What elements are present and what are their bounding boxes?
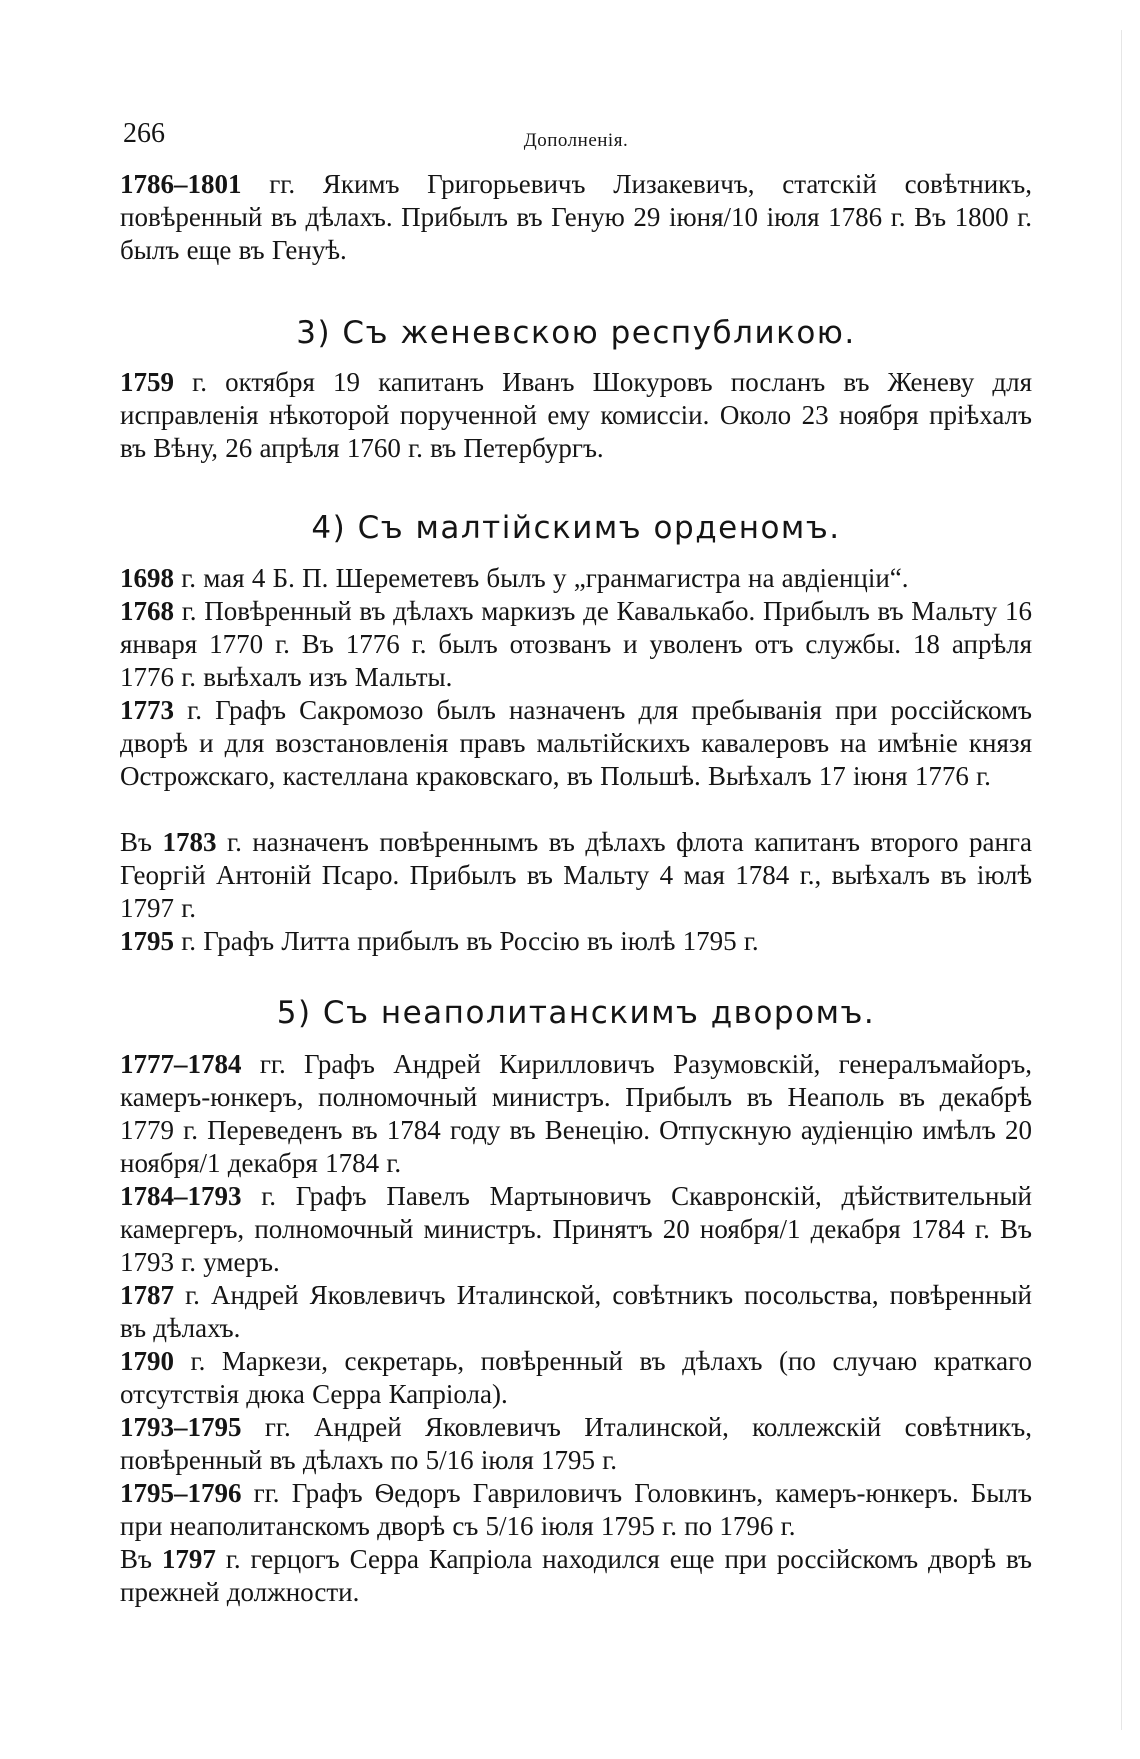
entry-1759 [120, 366, 1032, 465]
entry-years: 1784–1793 [120, 1181, 242, 1211]
page-body [120, 0, 1032, 1759]
entry-1787 [120, 1279, 1032, 1345]
entry-text: г. Маркези, секретарь, повѣренный въ дѣлахъ (по случаю краткаго отсутствія дюка Серра Капріола). [120, 1346, 1032, 1409]
entry-years: 1795 [120, 926, 174, 956]
entry-1784 [120, 1180, 1032, 1279]
entry-text: г. октября 19 капитанъ Иванъ Шокуровъ посланъ въ Женеву для исправленія нѣкоторой порученной ему комиссіи. Около 23 ноября пріѣхалъ въ Вѣну, 26 апрѣля 1760 г. въ Петербургъ. [120, 367, 1032, 463]
entry-prefix: Въ [120, 1544, 162, 1574]
page-number: 266 [123, 118, 165, 149]
entry-years: 1790 [120, 1346, 174, 1376]
entry-text: гг. Якимъ Григорьевичъ Лизакевичъ, статскій совѣтникъ, повѣренный въ дѣлахъ. Прибылъ въ Геную 29 іюня/10 іюля 1786 г. Въ 1800 г. былъ еще въ Генуѣ. [120, 169, 1032, 265]
entry-1783 [120, 826, 1032, 925]
page-edge-line [1121, 30, 1122, 1730]
section-heading-geneva: 3) Съ женевскою республикою. [296, 315, 856, 351]
running-title: Дополненія. [523, 130, 629, 151]
entry-years: 1786–1801 [120, 169, 242, 199]
section-heading-malta: 4) Съ малтійскимъ орденомъ. [311, 510, 841, 546]
entry-years: 1787 [120, 1280, 174, 1310]
entry-1777 [120, 1048, 1032, 1180]
entry-years: 1797 [161, 1544, 216, 1574]
entry-text: г. мая 4 Б. П. Шереметевъ былъ у „гранмагистра на авдіенціи“. [174, 563, 909, 593]
entry-1768 [120, 595, 1032, 694]
entry-1698 [120, 562, 1032, 595]
entry-1797 [120, 1543, 1032, 1609]
entry-years: 1768 [120, 596, 174, 626]
page-header [120, 118, 1032, 158]
entry-1795-1796 [120, 1477, 1032, 1543]
entry-text: г. Графъ Литта прибылъ въ Россію въ іюлѣ 1795 г. [174, 926, 759, 956]
entry-years: 1783 [162, 827, 217, 857]
entry-years: 1793–1795 [120, 1412, 242, 1442]
entry-1793 [120, 1411, 1032, 1477]
entry-years: 1698 [120, 563, 174, 593]
entry-prefix: Въ [120, 827, 163, 857]
entry-1790 [120, 1345, 1032, 1411]
entry-years: 1759 [120, 367, 174, 397]
entry-years: 1777–1784 [120, 1049, 242, 1079]
entry-text: гг. Графъ Ѳедоръ Гавриловичъ Головкинъ, камеръ-юнкеръ. Былъ при неаполитанскомъ дворѣ съ 5/16 іюля 1795 г. по 1796 г. [120, 1478, 1032, 1541]
entry-text: г. Повѣренный въ дѣлахъ маркизъ де Кавалькабо. Прибылъ въ Мальту 16 января 1770 г. Въ 1776 г. былъ отозванъ и уволенъ отъ службы. 18 апрѣля 1776 г. выѣхалъ изъ Мальты. [120, 596, 1032, 692]
entry-1786 [120, 168, 1032, 267]
entry-text: г. Графъ Сакромозо былъ назначенъ для пребыванія при россійскомъ дворѣ и для возстановленія правъ мальтійскихъ кавалеровъ на имѣніе князя Острожскаго, кастеллана краковскаго, въ Польшѣ. Выѣхалъ 17 іюня 1776 г. [120, 695, 1032, 791]
entry-text: г. Андрей Яковлевичъ Италинской, совѣтникъ посольства, повѣренный въ дѣлахъ. [120, 1280, 1032, 1343]
entry-text: г. назначенъ повѣреннымъ въ дѣлахъ флота капитанъ второго ранга Георгій Антоній Псаро. Прибылъ въ Мальту 4 мая 1784 г., выѣхалъ въ іюлѣ 1797 г. [120, 827, 1032, 923]
entry-1773 [120, 694, 1032, 793]
entry-text: г. Графъ Павелъ Мартыновичъ Скавронскій, дѣйствительный камергеръ, полномочный министръ. Принятъ 20 ноября/1 декабря 1784 г. Въ 1793 г. умеръ. [120, 1181, 1032, 1277]
entry-text: гг. Графъ Андрей Кирилловичъ Разумовскій, генералъмайоръ, камеръ-юнкеръ, полномочный министръ. Прибылъ въ Неаполь въ декабрѣ 1779 г. Переведенъ въ 1784 году въ Венецію. Отпускную аудіенцію имѣлъ 20 ноября/1 декабря 1784 г. [120, 1049, 1032, 1178]
entry-1795 [120, 925, 1032, 958]
section-heading-naples: 5) Съ неаполитанскимъ дворомъ. [276, 995, 876, 1031]
entry-text: г. герцогъ Серра Капріола находился еще при россійскомъ дворѣ въ прежней должности. [120, 1544, 1032, 1607]
entry-years: 1773 [120, 695, 174, 725]
entry-years: 1795–1796 [120, 1478, 242, 1508]
entry-text: гг. Андрей Яковлевичъ Италинской, коллежскій совѣтникъ, повѣренный въ дѣлахъ по 5/16 іюля 1795 г. [120, 1412, 1032, 1475]
